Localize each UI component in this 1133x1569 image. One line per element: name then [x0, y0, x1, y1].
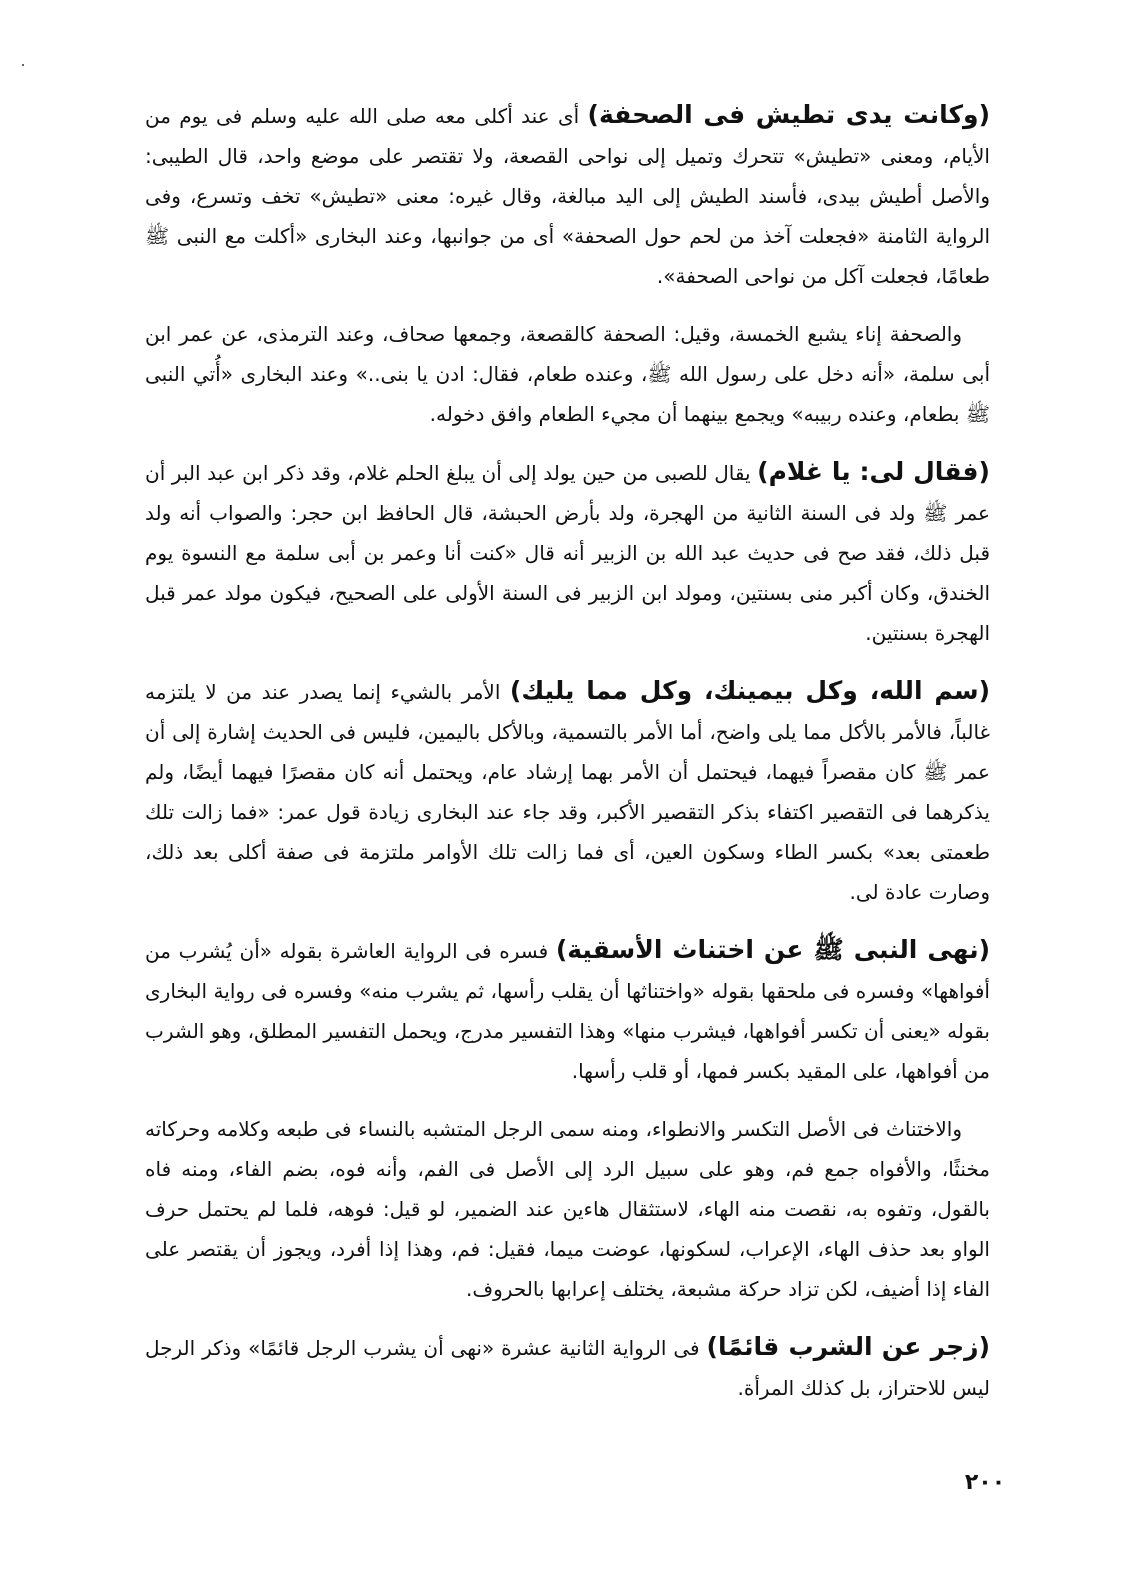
paragraph-2-text: والصحفة إناء يشبع الخمسة، وقيل: الصحفة كالقصعة، وجمعها صحاف، وعند الترمذى، عن عمر ابن أبى سلمة، «أنه دخل على رسول الله ﷺ، وعنده طعام، فقال: ادن يا بنى..» وعند البخارى «أُتي النبى ﷺ بطعام، وعنده ربيبه» ويجمع بينهما أن مجيء الطعام وافق دخوله.	[145, 322, 990, 426]
paragraph-5	[145, 930, 990, 1091]
document-body	[145, 95, 990, 1426]
paragraph-5-heading: (نهى النبى ﷺ عن اختناث الأسقية)	[555, 935, 991, 964]
scan-speck	[22, 64, 24, 66]
paragraph-1-heading: (وكانت يدى تطيش فى الصحفة)	[587, 100, 990, 129]
paragraph-1-text: أى عند أكلى معه صلى الله عليه وسلم فى يوم من الأيام، ومعنى «تطيش» تتحرك وتميل إلى نواحى القصعة، ولا تقتصر على موضع واحد، قال الطيبى: والأصل أطيش بيدى، فأسند الطيش إلى اليد مبالغة، وقال غيره: معنى «تطيش» تخف وتسرع، وفى الرواية الثامنة «فجعلت آخذ من لحم حول الصحفة» أى من جوانبها، وعند البخارى «أكلت مع النبى ﷺ طعامًا، فجعلت آكل من نواحى الصحفة».	[145, 104, 990, 288]
paragraph-4	[145, 671, 990, 912]
paragraph-2	[145, 314, 990, 434]
paragraph-5-text: فسره فى الرواية العاشرة بقوله «أن يُشرب من أفواهها» وفسره فى ملحقها بقوله «واختناثها أن يقلب رأسها، ثم يشرب منه» وفسره فى رواية البخارى بقوله «يعنى أن تكسر أفواهها، فيشرب منها» وهذا التفسير مدرج، ويحمل التفسير المطلق، وهو الشرب من أفواهها، على المقيد بكسر فمها، أو قلب رأسها.	[145, 939, 990, 1083]
paragraph-7-text: فى الرواية الثانية عشرة «نهى أن يشرب الرجل قائمًا» وذكر الرجل ليس للاحتراز، بل كذلك المرأة.	[145, 1336, 990, 1400]
paragraph-7	[145, 1327, 990, 1408]
paragraph-3	[145, 452, 990, 653]
paragraph-6-text: والاختناث فى الأصل التكسر والانطواء، ومنه سمى الرجل المتشبه بالنساء فى طبعه وكلامه وحركاته مخنثًا، والأفواه جمع فم، وهو على سبيل الرد إلى الأصل فى الفم، وأنه فوه، بضم الفاء، ومنه فاه بالقول، وتفوه به، نقصت منه الهاء، لاستثقال هاءين عند الضمير، لو قيل: فوهه، فلما لم يحتمل حرف الواو بعد حذف الهاء، الإعراب، لسكونها، عوضت ميما، فقيل: فم، وهذا إذا أفرد، ويجوز أن يقتصر على الفاء إذا أضيف، لكن تزاد حركة مشبعة، يختلف إعرابها بالحروف.	[145, 1117, 990, 1301]
paragraph-1	[145, 95, 990, 296]
paragraph-6	[145, 1109, 990, 1309]
paragraph-3-text: يقال للصبى من حين يولد إلى أن يبلغ الحلم غلام، وقد ذكر ابن عبد البر أن عمر ﷺ ولد فى السنة الثانية من الهجرة، ولد بأرض الحبشة، قال الحافظ ابن حجر: والصواب أنه ولد قبل ذلك، فقد صح فى حديث عبد الله بن الزبير أنه قال «كنت أنا وعمر بن أبى سلمة مع النسوة يوم الخندق، وكان أكبر منى بسنتين، ومولد ابن الزبير فى السنة الأولى على الصحيح، فيكون مولد عمر قبل الهجرة بسنتين.	[145, 461, 990, 645]
page-number: ٢٠٠	[964, 1470, 1006, 1495]
paragraph-4-heading: (سم الله، وكل بيمينك، وكل مما يليك)	[509, 676, 990, 705]
paragraph-4-text: الأمر بالشيء إنما يصدر عند من لا يلتزمه غالباً، فالأمر بالأكل مما يلى واضح، أما الأمر بالتسمية، وبالأكل باليمين، فليس فى الحديث إشارة إلى أن عمر ﷺ كان مقصراً فيهما، فيحتمل أن الأمر بهما إرشاد عام، ويحتمل أنه كان مقصرًا فيهما أيضًا، ولم يذكرهما فى التقصير اكتفاء بذكر التقصير الأكبر، وقد جاء عند البخارى زيادة قول عمر: «فما زالت تلك طعمتى بعد» بكسر الطاء وسكون العين، أى فما زالت تلك الأوامر ملتزمة فى صفة أكلى بعد ذلك، وصارت عادة لى.	[145, 680, 990, 904]
paragraph-3-heading: (فقال لى: يا غلام)	[757, 457, 990, 486]
paragraph-7-heading: (زجر عن الشرب قائمًا)	[706, 1332, 990, 1361]
